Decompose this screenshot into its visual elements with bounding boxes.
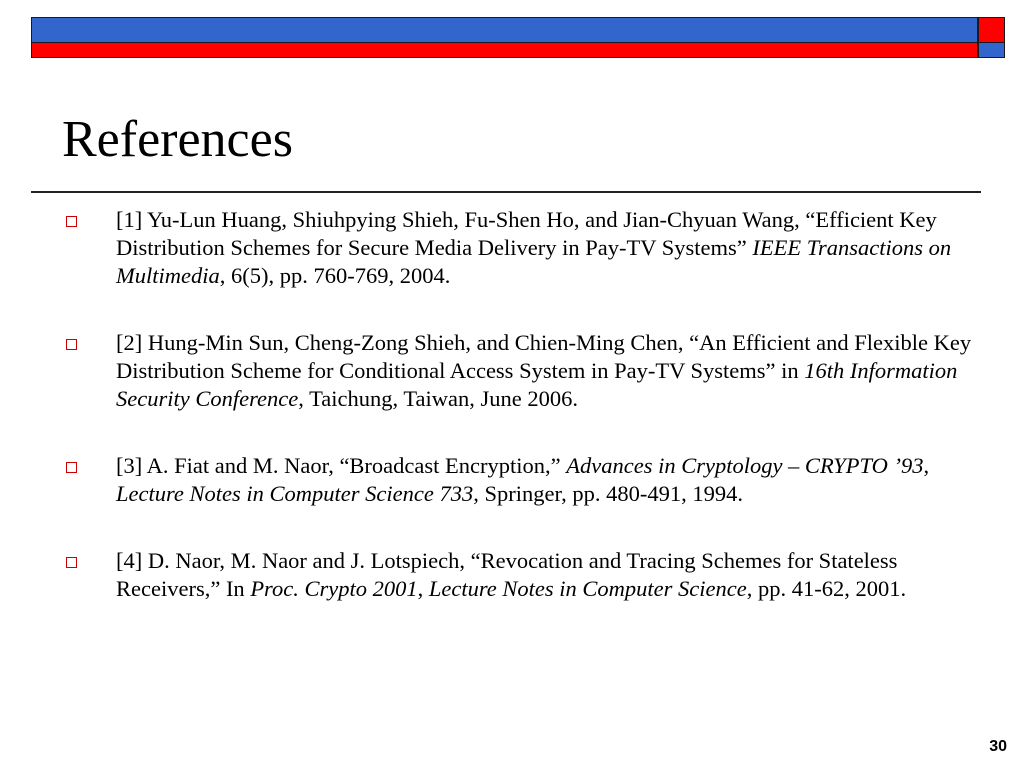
reference-venue: Advances in Cryptology – CRYPTO ’93	[566, 453, 924, 478]
reference-item-2	[62, 329, 982, 413]
square-bullet-icon	[66, 216, 77, 227]
reference-item-1	[62, 206, 982, 290]
reference-text: , Springer, pp. 480-491, 1994.	[473, 481, 743, 506]
reference-text: , 6(5), pp. 760-769, 2004.	[219, 263, 451, 288]
square-bullet-icon	[66, 557, 77, 568]
page-number: 30	[989, 738, 1007, 755]
square-bullet-icon	[66, 462, 77, 473]
header-square-red	[978, 17, 1005, 43]
reference-text: ,	[923, 453, 930, 478]
reference-text: [4] D. Naor, M. Naor and J. Lotspiech, “Revocation and Tracing Schemes for Stateless Receivers,” In	[116, 548, 898, 601]
reference-item-3	[62, 452, 982, 508]
reference-text: , pp. 41-62, 2001.	[746, 576, 907, 601]
reference-text: [2] Hung-Min Sun, Cheng-Zong Shieh, and Chien-Ming Chen, “An Efficient and Flexible Key Distribution Scheme for Conditional Access System in Pay-TV Systems” in	[116, 330, 972, 383]
reference-series: Lecture Notes in Computer Science 733	[116, 481, 474, 506]
square-bullet-icon	[66, 339, 77, 350]
header-bar-blue	[31, 17, 978, 43]
reference-journal: IEEE Transactions on Multimedia	[116, 235, 952, 288]
reference-list	[62, 206, 982, 642]
reference-item-4	[62, 547, 982, 603]
reference-series: Lecture Notes in Computer Science	[428, 576, 747, 601]
reference-text: , Taichung, Taiwan, June 2006.	[298, 386, 578, 411]
reference-venue: Proc. Crypto 2001	[250, 576, 418, 601]
slide-title: References	[62, 111, 293, 168]
reference-text: [3] A. Fiat and M. Naor, “Broadcast Encryption,”	[116, 453, 567, 478]
reference-venue: 16th Information Security Conference	[116, 358, 958, 411]
title-divider	[31, 191, 981, 193]
reference-text: ,	[417, 576, 429, 601]
reference-text: [1] Yu-Lun Huang, Shiuhpying Shieh, Fu-Shen Ho, and Jian-Chyuan Wang, “Efficient Key Distribution Schemes for Secure Media Delivery in Pay-TV Systems”	[116, 207, 937, 260]
header-square-blue	[978, 42, 1005, 58]
header-bar-red	[31, 42, 978, 58]
